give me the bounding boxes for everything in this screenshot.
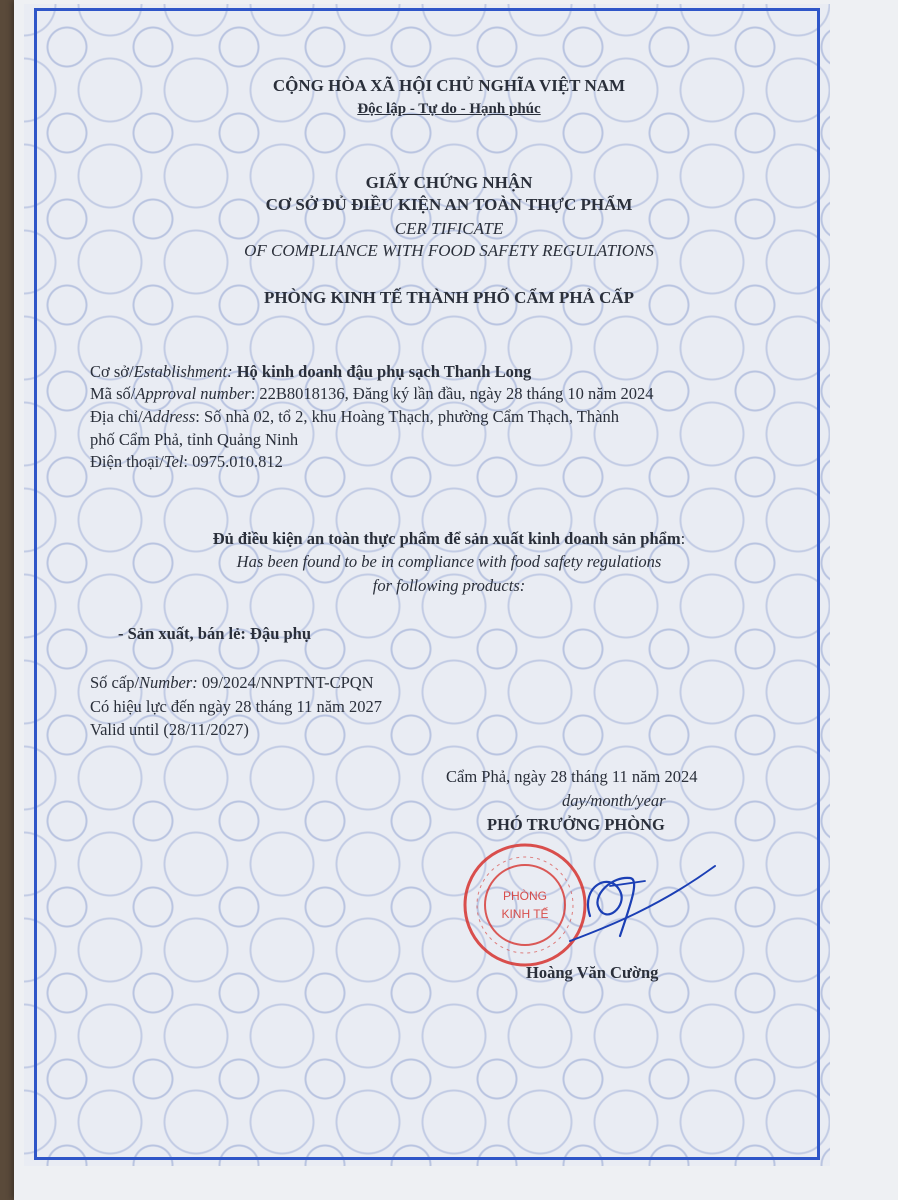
phone-value: : 0975.010.812 xyxy=(183,452,283,471)
signer-name: Hoàng Văn Cường xyxy=(526,963,659,982)
certificate-title-vn: GIẤY CHỨNG NHẬN xyxy=(365,173,533,192)
compliance-text-vn: Đủ điều kiện an toàn thực phẩm để sản xuất kinh doanh sản phẩm xyxy=(212,529,681,548)
national-motto: Độc lập - Tự do - Hạnh phúc xyxy=(357,101,541,117)
number-label-en: Number: xyxy=(139,673,198,692)
approval-label: Mã số/ xyxy=(90,384,136,403)
certificate-title-en: CER TIFICATE xyxy=(394,219,504,238)
approval-row xyxy=(90,384,654,404)
address-label-en: Address xyxy=(142,407,196,426)
compliance-statement-en: Has been found to be in compliance with food safety regulations xyxy=(236,552,662,571)
address-row xyxy=(90,407,619,427)
establishment-label-en: Establishment: xyxy=(133,362,233,381)
establishment-label: Cơ sở/ xyxy=(90,362,134,381)
number-label: Số cấp/ xyxy=(90,673,140,692)
address-label: Địa chỉ/ xyxy=(90,407,143,426)
establishment-value: Hộ kinh doanh đậu phụ sạch Thanh Long xyxy=(236,362,532,381)
date-format-hint: day/month/year xyxy=(562,791,666,810)
svg-text:PHÒNG: PHÒNG xyxy=(502,889,548,903)
validity-vn: Có hiệu lực đến ngày 28 tháng 11 năm 2027 xyxy=(90,697,382,716)
phone-label-en: Tel xyxy=(163,452,184,471)
compliance-statement-vn xyxy=(0,529,898,549)
number-row xyxy=(90,673,374,693)
certificate-subtitle-vn: CƠ SỞ ĐỦ ĐIỀU KIỆN AN TOÀN THỰC PHẨM xyxy=(265,195,633,214)
address-value: : Số nhà 02, tổ 2, khu Hoàng Thạch, phường Cẩm Thạch, Thành xyxy=(195,407,619,426)
country-name: CỘNG HÒA XÃ HỘI CHỦ NGHĨA VIỆT NAM xyxy=(272,76,626,95)
compliance-statement-en-2: for following products: xyxy=(372,576,526,595)
validity-en: Valid until (28/11/2027) xyxy=(90,720,249,739)
svg-text:KINH TẾ: KINH TẾ xyxy=(501,907,549,921)
phone-label: Điện thoại/ xyxy=(90,452,164,471)
signer-position: PHÓ TRƯỞNG PHÒNG xyxy=(487,815,665,834)
number-value: 09/2024/NNPTNT-CPQN xyxy=(197,673,374,692)
phone-row xyxy=(90,452,283,472)
address-continued: phố Cẩm Phả, tỉnh Quảng Ninh xyxy=(90,430,299,449)
issue-date: Cẩm Phả, ngày 28 tháng 11 năm 2024 xyxy=(446,767,698,786)
product-item: - Sản xuất, bán lẻ: Đậu phụ xyxy=(118,624,312,643)
establishment-row xyxy=(90,362,531,382)
signature xyxy=(550,846,720,956)
issuing-authority: PHÒNG KINH TẾ THÀNH PHỐ CẨM PHẢ CẤP xyxy=(263,288,635,307)
compliance-colon: : xyxy=(680,529,686,548)
approval-label-en: Approval number xyxy=(135,384,251,403)
certificate-subtitle-en: OF COMPLIANCE WITH FOOD SAFETY REGULATIONS xyxy=(244,241,654,260)
approval-value: : 22B8018136, Đăng ký lần đầu, ngày 28 tháng 10 năm 2024 xyxy=(250,384,654,403)
